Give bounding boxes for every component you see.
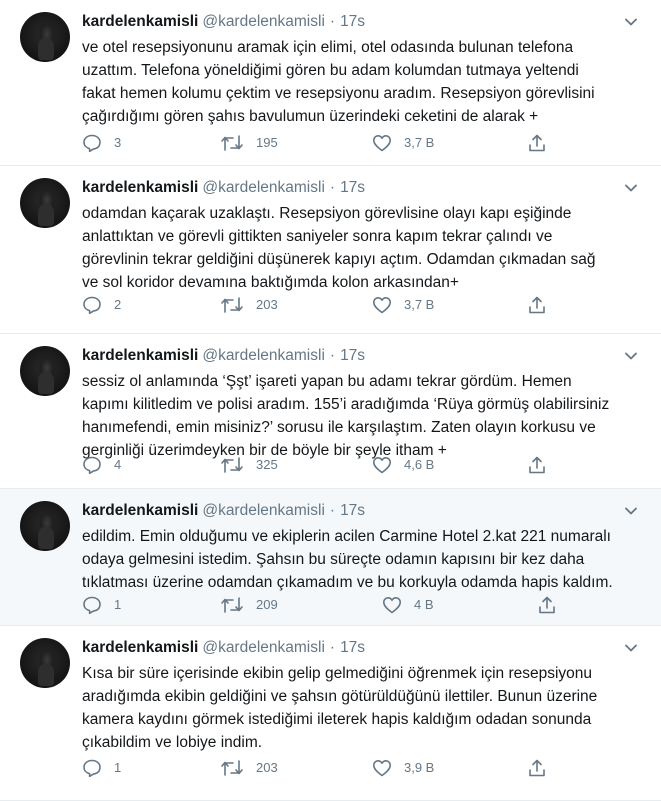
share-icon	[537, 595, 557, 615]
retweet-button[interactable]	[220, 295, 278, 315]
timestamp[interactable]: 17s	[340, 639, 366, 656]
display-name[interactable]: kardelenkamisli	[82, 502, 199, 519]
reply-icon	[82, 455, 102, 475]
avatar[interactable]	[20, 346, 70, 396]
avatar[interactable]	[20, 178, 70, 228]
retweet-button[interactable]	[220, 133, 278, 153]
tweet-header	[82, 177, 365, 199]
tweet-header	[82, 637, 365, 659]
like-button[interactable]	[372, 455, 434, 475]
retweet-count: 203	[256, 760, 278, 775]
avatar[interactable]	[20, 501, 70, 551]
tweet-text-line: Kısa bir süre içerisinde ekibin gelip gelmediğini öğrenmek için resepsiyonu	[82, 665, 593, 682]
tweet-header	[82, 11, 365, 33]
share-button[interactable]	[527, 133, 547, 153]
tweet-text-line: çıkabildim ve lobiye indim.	[82, 734, 263, 751]
timestamp[interactable]: 17s	[340, 179, 366, 196]
tweet[interactable]	[0, 166, 661, 334]
share-icon	[527, 455, 547, 475]
timestamp[interactable]: 17s	[340, 502, 366, 519]
reply-icon	[82, 295, 102, 315]
retweet-count: 209	[256, 597, 278, 612]
tweet-text-line: odaya gelmesini istedim. Şahsın bu süreçte odamın kapısını bir kez daha	[82, 551, 585, 568]
chevron-down-icon[interactable]	[625, 184, 637, 192]
like-count: 3,7 B	[404, 297, 435, 312]
reply-count: 4	[114, 457, 122, 472]
tweet-text	[82, 525, 642, 594]
user-handle[interactable]: @kardelenkamisli	[202, 13, 325, 30]
chevron-down-icon[interactable]	[625, 352, 637, 360]
tweet-text-line: aradığımda ekibin geldiğini ve şahsın götürüldüğünü ilettiler. Bunun üzerine	[82, 688, 598, 705]
tweet[interactable]	[0, 626, 661, 801]
user-handle[interactable]: @kardelenkamisli	[202, 179, 325, 196]
tweet-text-line: fakat hemen kolumu çektim ve resepsiyonu aradım. Resepsiyon görevlisini	[82, 85, 595, 102]
tweet-text-line: tıklatması üzerine odamdan çıkamadım ve bu korkuyla odamda hapis kaldım.	[82, 574, 613, 591]
tweet-actions	[82, 455, 562, 475]
user-handle[interactable]: @kardelenkamisli	[202, 639, 325, 656]
avatar[interactable]	[20, 638, 70, 688]
separator-dot: ·	[329, 13, 336, 30]
tweet[interactable]	[0, 489, 661, 626]
heart-icon	[372, 758, 392, 778]
tweet[interactable]	[0, 0, 661, 166]
tweet-text	[82, 202, 642, 294]
timestamp[interactable]: 17s	[340, 347, 366, 364]
reply-button[interactable]	[82, 455, 121, 475]
tweet-text-line: uzattım. Telefona yöneldiğimi gören bu adam kolumdan tutmaya yeltendi	[82, 62, 579, 79]
tweet-text-line: gerginliği üzerimdeyken bir de böyle bir şeyle itham +	[82, 442, 447, 459]
reply-icon	[82, 758, 102, 778]
like-button[interactable]	[382, 595, 434, 615]
retweet-icon	[220, 133, 244, 153]
share-button[interactable]	[527, 455, 547, 475]
tweet-actions	[82, 295, 562, 315]
user-handle[interactable]: @kardelenkamisli	[202, 347, 325, 364]
tweet[interactable]	[0, 334, 661, 489]
reply-button[interactable]	[82, 758, 121, 778]
retweet-icon	[220, 295, 244, 315]
avatar[interactable]	[20, 12, 70, 62]
timestamp[interactable]: 17s	[340, 13, 366, 30]
tweet-text-line: anlattıktan ve görevli gittikten saniyeler sonra kapım tekrar çalındı ve	[82, 228, 553, 245]
user-handle[interactable]: @kardelenkamisli	[202, 502, 325, 519]
separator-dot: ·	[329, 179, 336, 196]
tweet-text-line: odamdan kaçarak uzaklaştı. Resepsiyon görevlisine olayı kapı eşiğinde	[82, 205, 572, 222]
like-button[interactable]	[372, 295, 434, 315]
retweet-button[interactable]	[220, 758, 278, 778]
reply-count: 1	[114, 760, 122, 775]
share-icon	[527, 295, 547, 315]
tweet-text-line: çağırdığımı gören şahıs bavulumun üzerindeki ceketini de alarak +	[82, 108, 539, 125]
chevron-down-icon[interactable]	[625, 507, 637, 515]
retweet-button[interactable]	[220, 595, 278, 615]
reply-count: 2	[114, 297, 122, 312]
retweet-button[interactable]	[220, 455, 278, 475]
share-button[interactable]	[527, 295, 547, 315]
tweet-text-line: görevlinin tekrar geldiğini düşünerek kapıyı açtım. Odamdan çıkmadan sağ	[82, 251, 596, 268]
retweet-count: 203	[256, 297, 278, 312]
tweet-header	[82, 345, 365, 367]
chevron-down-icon[interactable]	[625, 644, 637, 652]
display-name[interactable]: kardelenkamisli	[82, 179, 199, 196]
like-button[interactable]	[372, 133, 434, 153]
tweet-text-line: ve otel resepsiyonunu aramak için elimi, otel odasında bulunan telefona	[82, 39, 574, 56]
retweet-count: 195	[256, 135, 278, 150]
heart-icon	[372, 295, 392, 315]
display-name[interactable]: kardelenkamisli	[82, 639, 199, 656]
separator-dot: ·	[329, 347, 336, 364]
like-count: 3,7 B	[404, 135, 435, 150]
tweet-header	[82, 500, 365, 522]
heart-icon	[382, 595, 402, 615]
heart-icon	[372, 455, 392, 475]
tweet-actions	[82, 595, 562, 615]
retweet-icon	[220, 455, 244, 475]
share-button[interactable]	[527, 758, 547, 778]
reply-count: 3	[114, 135, 122, 150]
tweet-text-line: kapımı kilitledim ve polisi aradım. 155’i aradığımda ‘Rüya görmüş olabilirsiniz	[82, 396, 610, 413]
share-button[interactable]	[537, 595, 557, 615]
separator-dot: ·	[329, 502, 336, 519]
tweet-text-line: sessiz ol anlamında ‘Şşt’ işareti yapan bu adamı tekrar gördüm. Hemen	[82, 373, 572, 390]
tweet-text	[82, 662, 642, 754]
retweet-count: 325	[256, 457, 278, 472]
tweet-text-line: hanımefendi, emin misiniz?’ sorusu ile karşılaştım. Zaten olayın korkusu ve	[82, 419, 596, 436]
share-icon	[527, 758, 547, 778]
like-button[interactable]	[372, 758, 434, 778]
tweet-text	[82, 36, 642, 128]
reply-button[interactable]	[82, 595, 121, 615]
tweet-actions	[82, 133, 562, 153]
display-name[interactable]: kardelenkamisli	[82, 13, 199, 30]
chevron-down-icon[interactable]	[625, 18, 637, 26]
reply-button[interactable]	[82, 133, 121, 153]
tweet-text-line: edildim. Emin olduğumu ve ekiplerin acilen Carmine Hotel 2.kat 221 numaralı	[82, 528, 611, 545]
reply-count: 1	[114, 597, 122, 612]
retweet-icon	[220, 758, 244, 778]
tweet-text	[82, 370, 642, 462]
like-count: 4,6 B	[404, 457, 435, 472]
separator-dot: ·	[329, 639, 336, 656]
retweet-icon	[220, 595, 244, 615]
display-name[interactable]: kardelenkamisli	[82, 347, 199, 364]
like-count: 3,9 B	[404, 760, 435, 775]
reply-button[interactable]	[82, 295, 121, 315]
reply-icon	[82, 133, 102, 153]
heart-icon	[372, 133, 392, 153]
like-count: 4 B	[414, 597, 434, 612]
tweet-actions	[82, 758, 562, 778]
tweet-text-line: ve sol koridor devamına baktığımda kolon arkasından+	[82, 274, 459, 291]
share-icon	[527, 133, 547, 153]
reply-icon	[82, 595, 102, 615]
tweet-text-line: kamera kaydını görmek istediğimi ileterek hapis kaldığım odadan sonunda	[82, 711, 592, 728]
